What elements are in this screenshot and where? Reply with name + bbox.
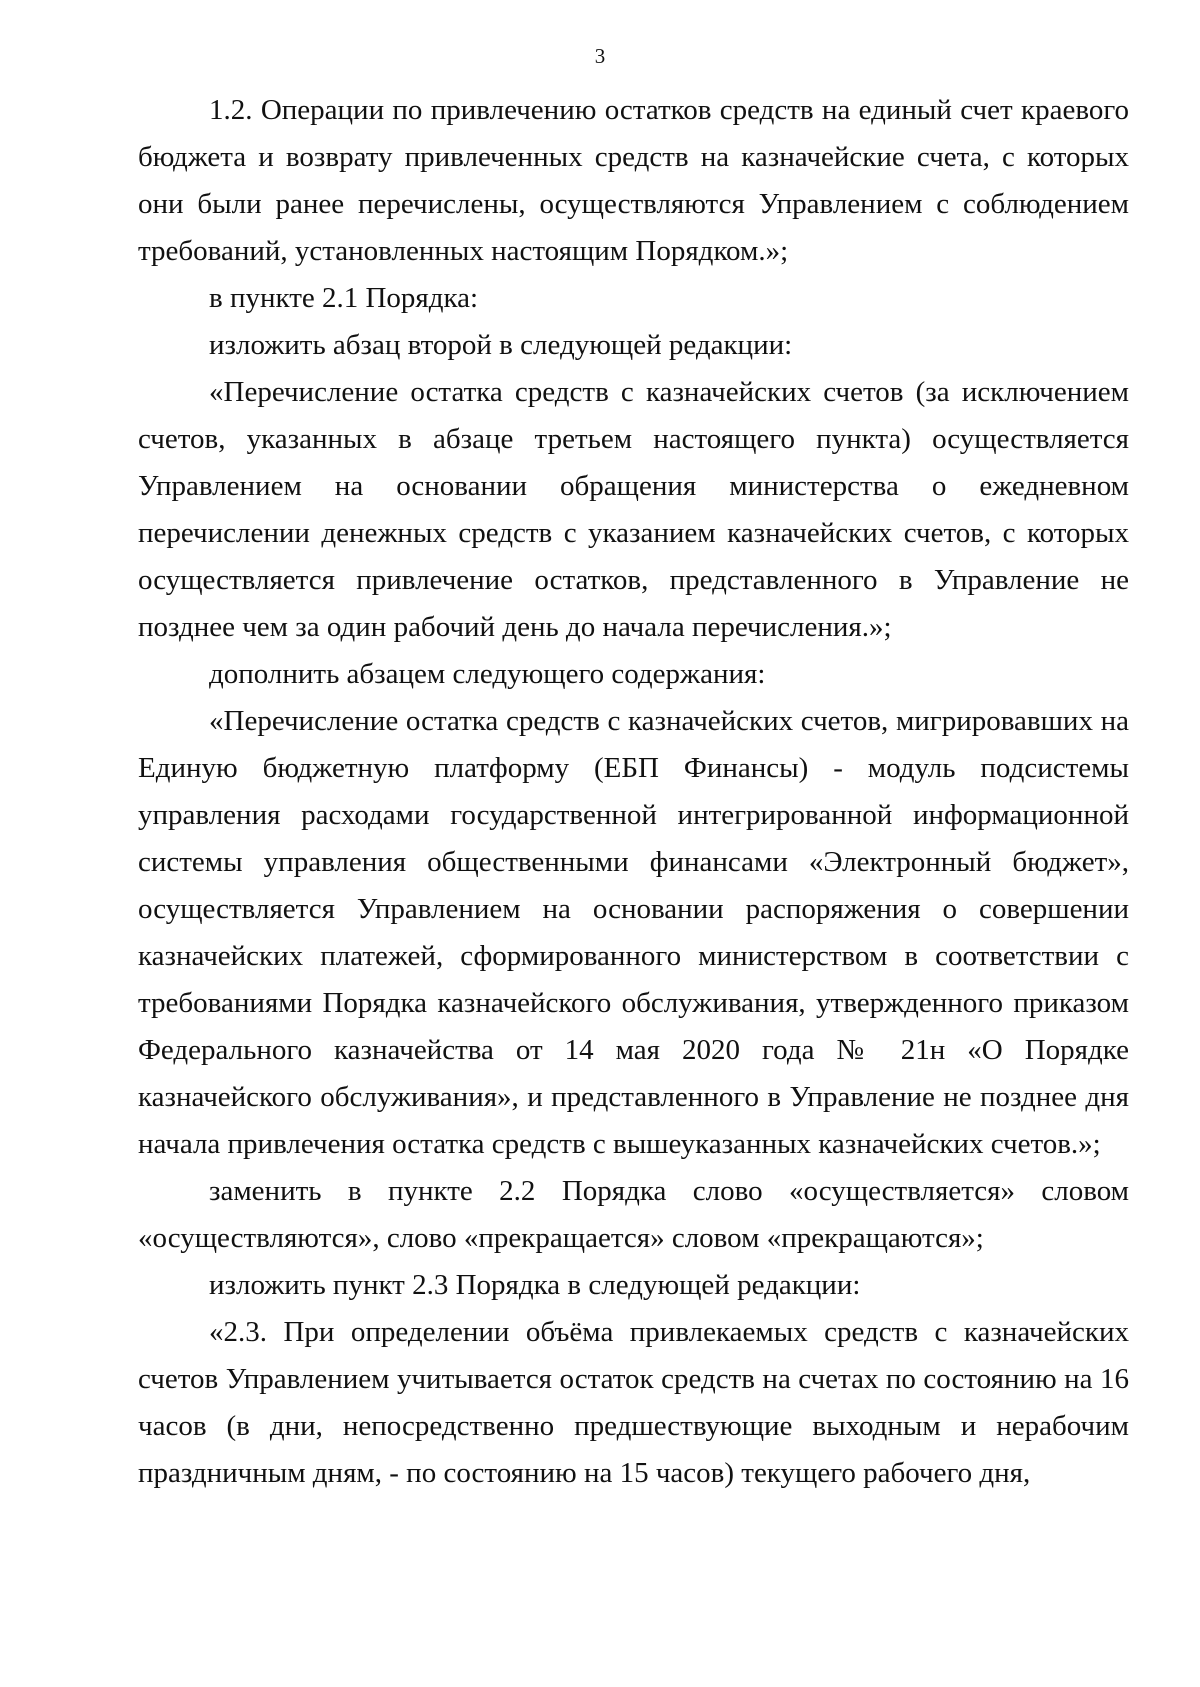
paragraph-ebp-transfer: «Перечисление остатка средств с казначейских счетов, мигрировавших на Единую бюджетную платформу (ЕБП Финансы) - модуль подсистемы управления расходами государственной интегрированной информационной системы управления общественными финансами «Электронный бюджет», осуществляется Управлением на основании распоряжения о совершении казначейских платежей, сформированного министерством в соответствии с требованиями Порядка казначейского обслуживания, утвержденного приказом Федерального казначейства от 14 мая 2020 года № 21н «О Порядке казначейского обслуживания», и представленного в Управление не позднее дня начала привлечения остатка средств с вышеуказанных казначейских счетов.»;: [138, 705, 1129, 1160]
paragraph-replace-words: заменить в пункте 2.2 Порядка слово «осуществляется» словом «осуществляются», слово «прекращается» словом «прекращаются»;: [138, 1175, 1129, 1254]
page-number: 3: [594, 44, 606, 68]
paragraph-point-2-1: в пункте 2.1 Порядка:: [209, 282, 479, 314]
document-body: [138, 87, 1129, 1497]
paragraph-supplement: дополнить абзацем следующего содержания:: [209, 658, 766, 690]
paragraph-2-3-volume: «2.3. При определении объёма привлекаемых средств с казначейских счетов Управлением учитывается остаток средств на счетах по состоянию на 16 часов (в дни, непосредственно предшествующие выходным и нерабочим праздничным дням, - по состоянию на 15 часов) текущего рабочего дня,: [138, 1316, 1129, 1489]
paragraph-restate-second: изложить абзац второй в следующей редакции:: [209, 329, 793, 361]
paragraph-transfer-residue: «Перечисление остатка средств с казначейских счетов (за исключением счетов, указанных в абзаце третьем настоящего пункта) осуществляется Управлением на основании обращения министерства о ежедневном перечислении денежных средств с указанием казначейских счетов, с которых осуществляется привлечение остатков, представленного в Управление не позднее чем за один рабочий день до начала перечисления.»;: [138, 376, 1129, 643]
paragraph-restate-2-3: изложить пункт 2.3 Порядка в следующей редакции:: [209, 1269, 861, 1301]
paragraph-1-2-operations: 1.2. Операции по привлечению остатков средств на единый счет краевого бюджета и возврату привлеченных средств на казначейские счета, с которых они были ранее перечислены, осуществляются Управлением с соблюдением требований, установленных настоящим Порядком.»;: [138, 94, 1129, 267]
